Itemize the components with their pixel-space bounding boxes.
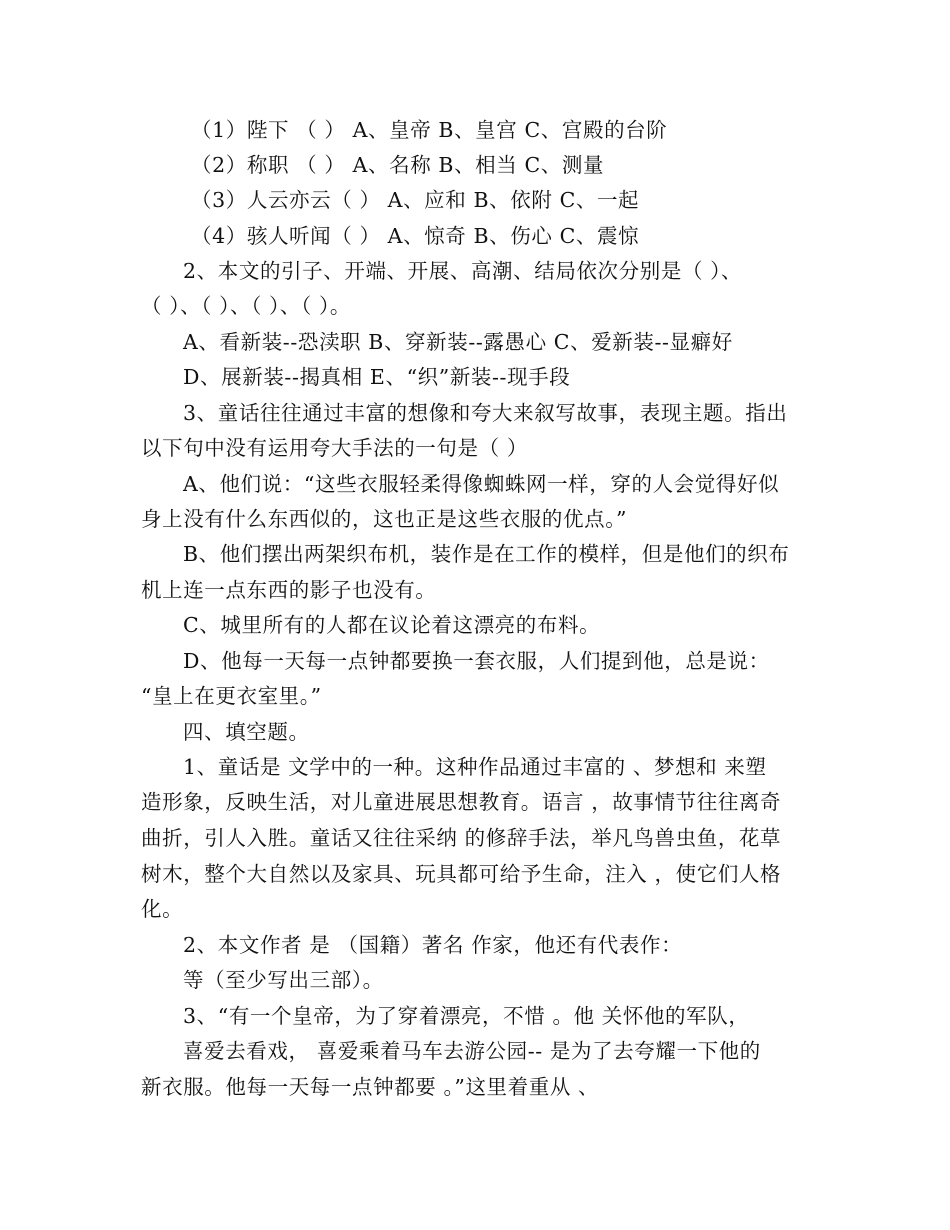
question-line: （4）骇人听闻（ ） A、惊奇 B、伤心 C、震惊 [191, 224, 640, 248]
question-line: 造形象，反映生活，对儿童进展思想教育。语言 ，故事情节往往离奇 [141, 790, 782, 814]
option-line: C、城里所有的人都在议论着这漂亮的布料。 [183, 613, 601, 637]
question-line: （2）称职 （ ） A、名称 B、相当 C、测量 [191, 153, 605, 177]
question-line: 3、童话往往通过丰富的想像和夸大来叙写故事，表现主题。指出 [183, 401, 788, 425]
question-line: （ ）、（ ）、（ ）、（ ）。 [141, 294, 351, 318]
question-line: 1、童话是 文学中的一种。这种作品通过丰富的 、梦想和 来塑 [183, 755, 767, 779]
question-line: 等（至少写出三部）。 [183, 968, 384, 992]
question-line: 2、本文作者 是 （国籍）著名 作家，他还有代表作： [183, 933, 683, 957]
option-line: 身上没有什么东西似的，这也正是这些衣服的优点。” [141, 507, 628, 531]
option-line: B、他们摆出两架织布机，装作是在工作的模样，但是他们的织布 [183, 542, 790, 566]
question-line: 以下句中没有运用夸大手法的一句是（ ） [141, 436, 528, 460]
option-line: 机上连一点东西的影子也没有。 [141, 578, 437, 602]
option-line: A、他们说：“这些衣服轻柔得像蜘蛛网一样，穿的人会觉得好似 [183, 472, 780, 496]
question-line: （3）人云亦云（ ） A、应和 B、依附 C、一起 [191, 188, 640, 212]
option-line: A、看新装--恐渎职 B、穿新装--露愚心 C、爱新装--显癖好 [183, 330, 733, 354]
option-line: D、展新装--揭真相 E、“织”新装--现手段 [183, 365, 571, 389]
question-line: 曲折，引人入胜。童话又往往采纳 的修辞手法，举凡鸟兽虫鱼，花草 [141, 826, 782, 850]
question-line: 喜爱去看戏， 喜爱乘着马车去游公园-- 是为了去夸耀一下他的 [183, 1039, 761, 1063]
question-line: 新衣服。他每一天每一点钟都要 。”这里着重从 、 [141, 1075, 600, 1099]
question-line: 树木，整个大自然以及家具、玩具都可给予生命，注入 ，使它们人格 [141, 862, 782, 886]
option-line: “皇上在更衣室里。” [141, 684, 322, 708]
section-heading: 四、填空题。 [183, 720, 310, 744]
question-line: 2、本文的引子、开端、开展、高潮、结局依次分别是（ ）、 [183, 259, 743, 283]
question-line: 化。 [141, 897, 184, 921]
question-line: 3、“有一个皇帝，为了穿着漂亮，不惜 。他 关怀他的军队， [183, 1004, 750, 1028]
option-line: D、他每一天每一点钟都要换一套衣服，人们提到他，总是说： [183, 649, 770, 673]
question-line: （1）陛下 （ ） A、皇帝 B、皇宫 C、宫殿的台阶 [191, 118, 668, 142]
